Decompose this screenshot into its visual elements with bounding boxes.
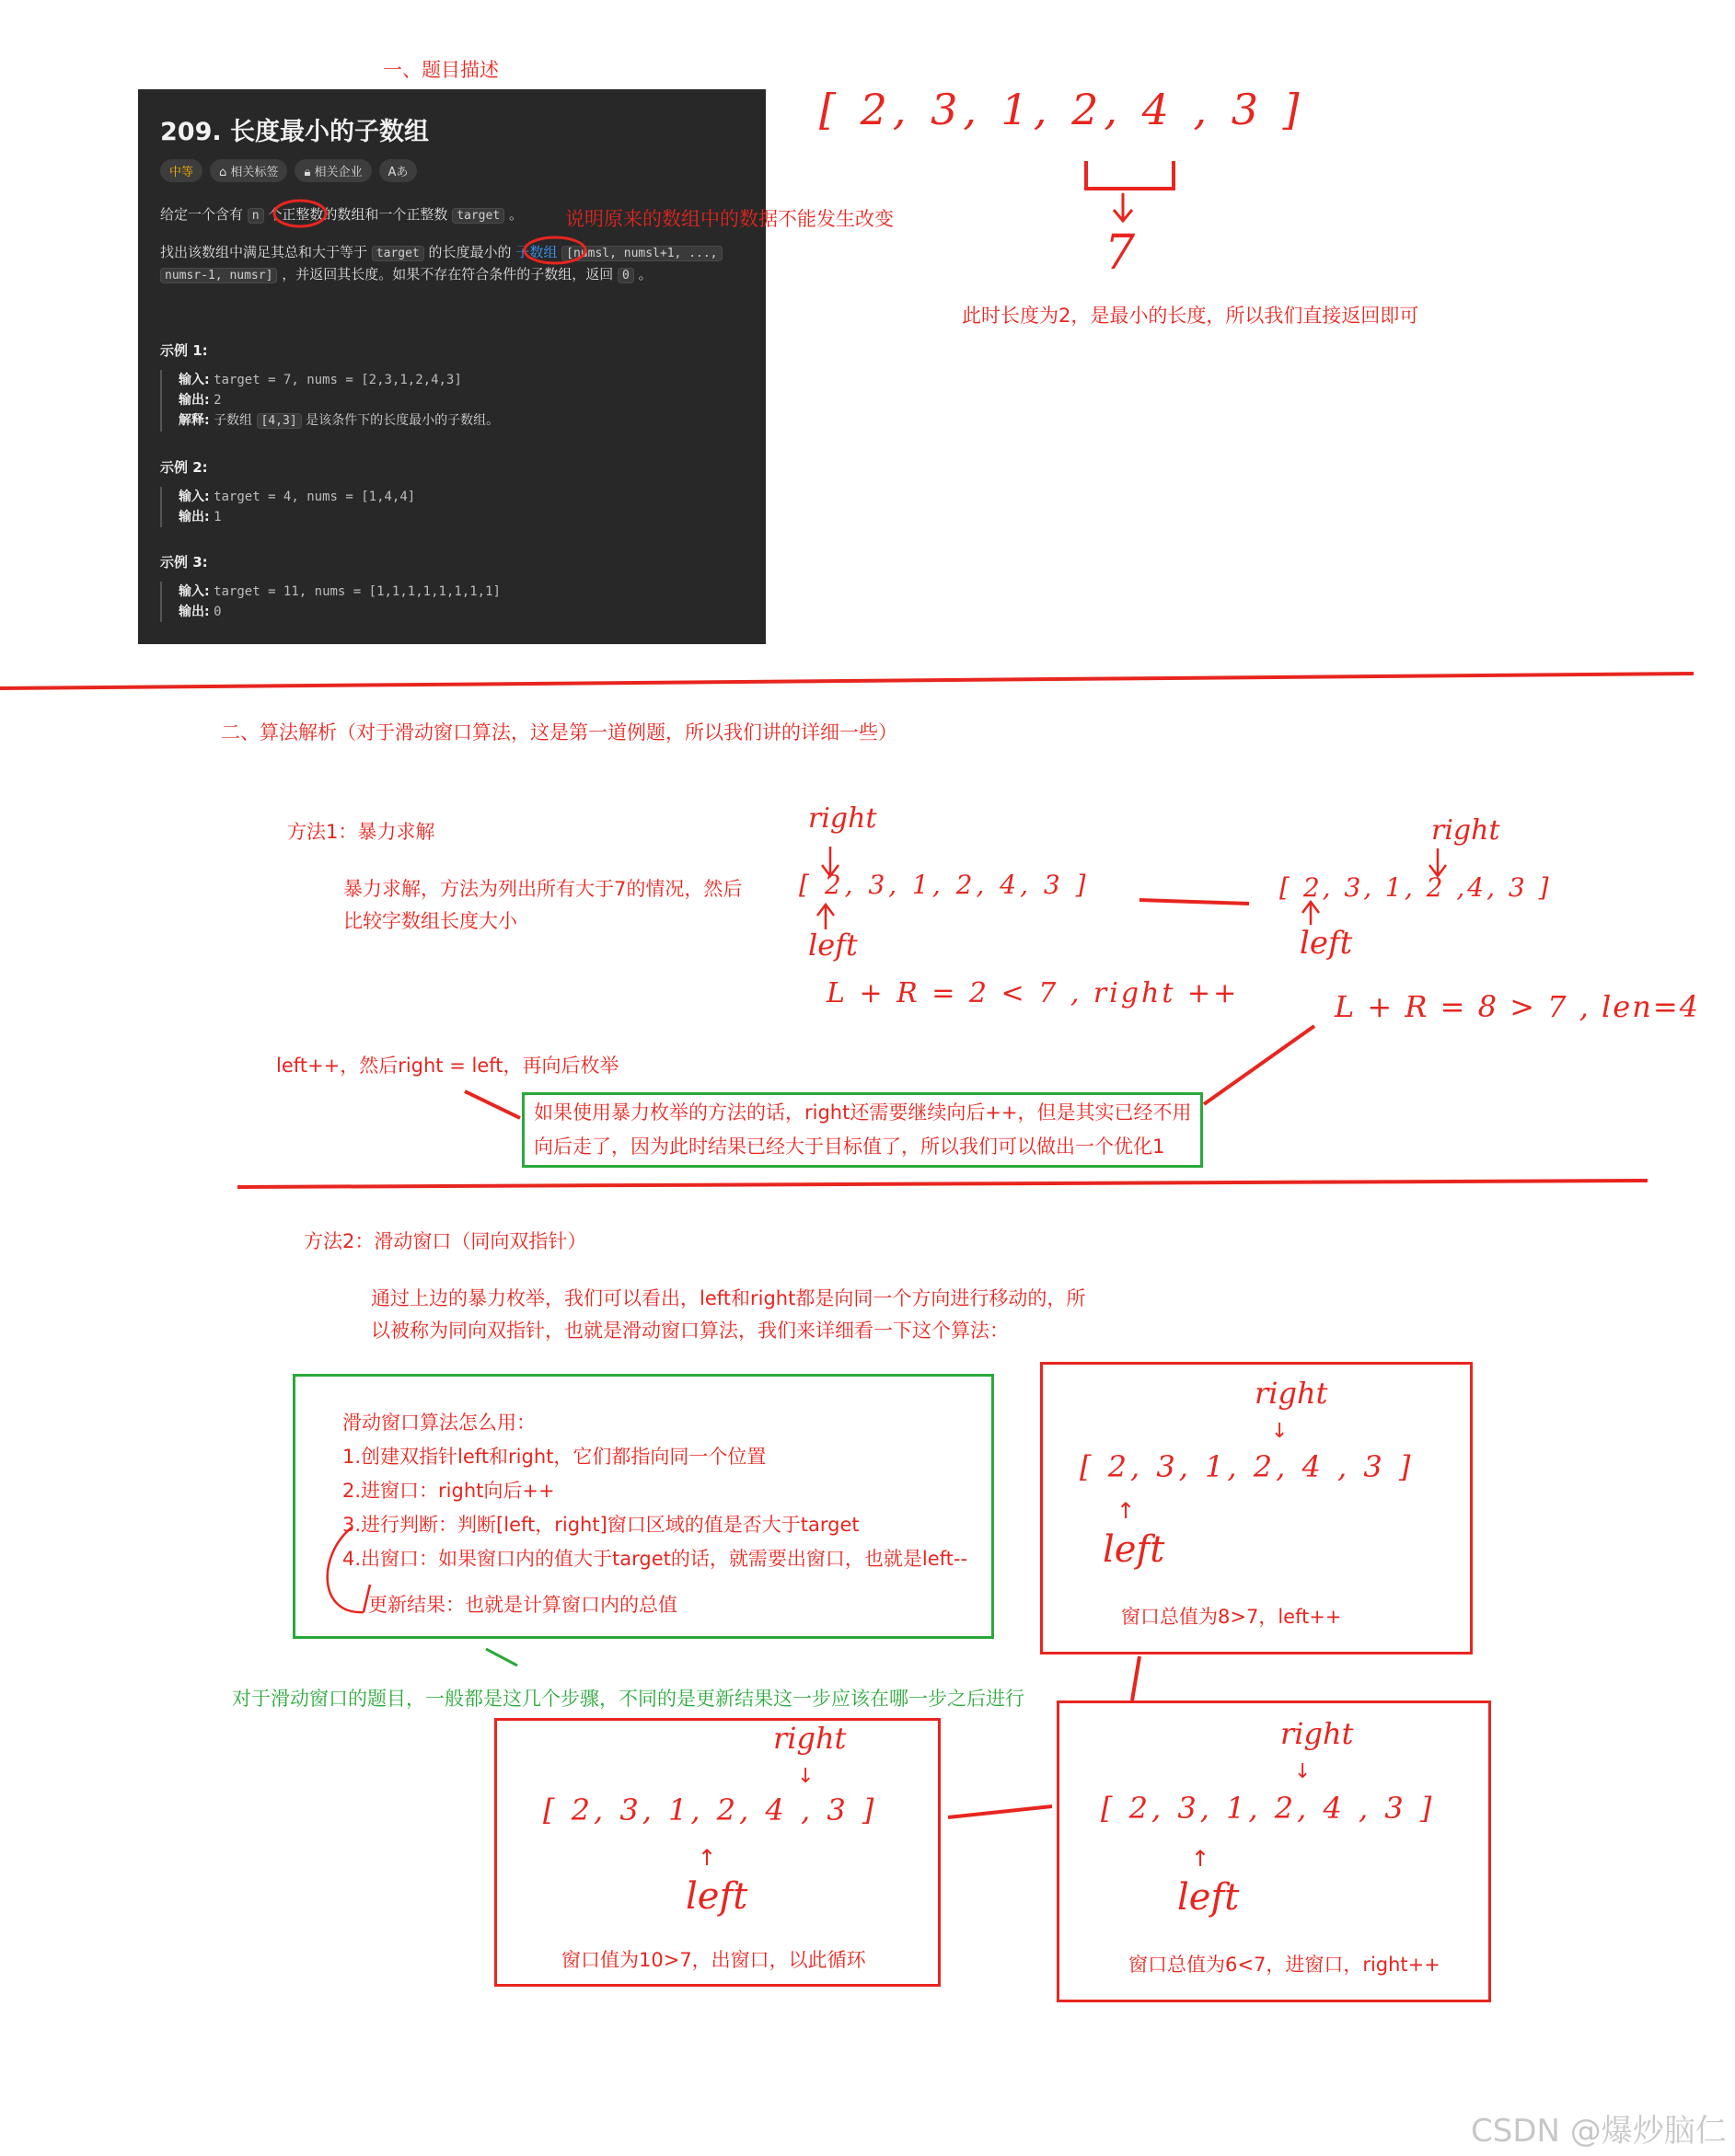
step-5: 更新结果：也就是计算窗口内的总值 <box>368 1594 677 1616</box>
box-a-left-arrow: ↑ <box>1116 1498 1136 1524</box>
translate-button[interactable]: Aあ <box>379 159 418 182</box>
ex1-explain-code: [4,3] <box>257 413 302 429</box>
section-divider-1 <box>0 674 1694 688</box>
opt-note-2: 向后走了，因为此时结果已经大于目标值了，所以我们可以做出一个优化1 <box>534 1136 1165 1158</box>
box-b-caption: 窗口值为10>7，出窗口，以此循环 <box>561 1949 866 1971</box>
desc2-mid: 的长度最小的 <box>428 244 512 260</box>
method1-desc-2: 比较字数组长度大小 <box>343 910 517 932</box>
subarray-link[interactable]: 子数组 <box>515 244 558 260</box>
top-array: [ 2, 3, 1, 2, 4 , 3 ] <box>819 85 1305 134</box>
problem-title: 209. 长度最小的子数组 <box>160 118 430 146</box>
watermark: CSDN @爆炒脑仁 <box>1471 2113 1727 2150</box>
m1-right-label-b: right <box>1431 814 1500 847</box>
step-1: 1.创建双指针left和right，它们都指向同一个位置 <box>342 1446 767 1468</box>
m1-equation-a: L + R = 2 < 7 , right ++ <box>827 977 1240 1009</box>
desc1-target: target <box>452 208 504 224</box>
box-a-left-label: left <box>1103 1528 1165 1571</box>
ex1-explain-label: 解释: <box>179 413 210 428</box>
ex3-output: 0 <box>214 605 222 619</box>
method2-title: 方法2：滑动窗口（同向双指针） <box>304 1230 587 1252</box>
difficulty-badge[interactable]: 中等 <box>160 159 202 182</box>
box-c-left-label: left <box>1177 1876 1240 1919</box>
sum-arrow <box>1114 193 1132 221</box>
box-connector-c-b <box>948 1806 1052 1817</box>
desc2-target: target <box>372 246 424 261</box>
desc1-n: n <box>248 208 264 224</box>
desc1-end: 。 <box>508 206 523 223</box>
opt-pointer <box>1204 1026 1314 1104</box>
section1-title: 一、题目描述 <box>383 59 499 81</box>
box-c-right-label: right <box>1280 1716 1354 1751</box>
m1-equation-b: L + R = 8 > 7 , len=4 <box>1335 989 1700 1024</box>
ex2-input: target = 4, nums = [1,4,4] <box>214 490 416 504</box>
desc2-zero: 0 <box>618 268 634 283</box>
window-box-a <box>1040 1362 1473 1654</box>
method1-title: 方法1：暴力求解 <box>287 821 435 843</box>
opt-note-1: 如果使用暴力枚举的方法的话，right还需要继续向后++，但是其实已经不用 <box>534 1101 1192 1124</box>
box-b-right-label: right <box>773 1721 847 1756</box>
desc2-code2: numsr-1, numsr] <box>160 268 277 283</box>
window-box-c <box>1057 1701 1491 2002</box>
desc1-mid: 个正整数的数组和一个正整数 <box>268 206 448 223</box>
ex2-input-label: 输入: <box>179 490 210 504</box>
step-2: 2.进窗口：right向后++ <box>342 1480 555 1502</box>
ex1-input: target = 7, nums = [2,3,1,2,4,3] <box>214 373 462 387</box>
ex1-output: 2 <box>214 393 222 408</box>
steps-title: 滑动窗口算法怎么用： <box>342 1412 536 1434</box>
related-tags-label: 相关标签 <box>230 166 279 179</box>
circle-positive-int <box>274 201 326 226</box>
example3-title: 示例 3: <box>160 554 208 571</box>
m1-left-arrow-b <box>1302 902 1319 925</box>
m1-left-label-a: left <box>808 928 858 963</box>
left-inc-pointer <box>465 1091 520 1118</box>
top-sum: 7 <box>1105 225 1136 281</box>
method1-desc-1: 暴力求解，方法为列出所有大于7的情况，然后 <box>343 878 743 900</box>
box-connector-a-c <box>1132 1656 1139 1701</box>
ex3-input-label: 输入: <box>179 584 210 599</box>
window-box-b <box>494 1718 941 1987</box>
ex1-input-label: 输入: <box>179 373 210 387</box>
box-c-array: [ 2, 3, 1, 2, 4 , 3 ] <box>1101 1791 1436 1826</box>
box-b-left-arrow: ↑ <box>698 1845 717 1871</box>
m1-array-b: [ 2, 3, 1, 2 ,4, 3 ] <box>1279 872 1552 903</box>
m1-array-a: [ 2, 3, 1, 2, 4, 3 ] <box>799 870 1090 900</box>
desc2-pre: 找出该数组中满足其总和大于等于 <box>160 244 368 260</box>
ex1-explain-pre: 子数组 <box>214 413 253 428</box>
left-inc-note: left++，然后right = left，再向后枚举 <box>276 1055 619 1077</box>
method2-desc-1: 通过上边的暴力枚举，我们可以看出，left和right都是向同一个方向进行移动的，所 <box>371 1287 1086 1309</box>
summary-pointer <box>486 1649 517 1666</box>
method2-desc-2: 以被称为同向双指针，也就是滑动窗口算法，我们来详细看一下这个算法： <box>371 1320 1009 1342</box>
box-c-left-arrow: ↑ <box>1191 1846 1210 1872</box>
box-a-array: [ 2, 3, 1, 2, 4 , 3 ] <box>1080 1449 1415 1484</box>
box-c-right-arrow: ↓ <box>1294 1760 1312 1783</box>
section2-title: 二、算法解析（对于滑动窗口算法，这是第一道例题，所以我们讲的详细一些） <box>221 721 897 744</box>
desc2-code1: [numsl, numsl+1, ..., <box>561 246 722 261</box>
ex2-output-label: 输出: <box>179 510 210 525</box>
desc2-period: 。 <box>638 266 653 282</box>
ex2-output: 1 <box>214 510 222 525</box>
steps-summary: 对于滑动窗口的题目，一般都是这几个步骤，不同的是更新结果这一步应该在哪一步之后进行 <box>232 1688 1024 1710</box>
ex3-output-label: 输出: <box>179 605 210 619</box>
top-note: 此时长度为2，是最小的长度，所以我们直接返回即可 <box>962 305 1419 327</box>
tag-icon: ⌂ <box>219 166 227 179</box>
m1-left-label-b: left <box>1300 925 1353 962</box>
m1-right-label-a: right <box>808 802 877 835</box>
box-b-array: [ 2, 3, 1, 2, 4 , 3 ] <box>543 1793 878 1827</box>
note-unchanged: 说明原来的数组中的数据不能发生改变 <box>565 208 894 230</box>
step-4: 4.出窗口：如果窗口内的值大于target的话，就需要出窗口，也就是left-- <box>342 1548 968 1570</box>
ex3-input: target = 11, nums = [1,1,1,1,1,1,1,1] <box>214 584 501 599</box>
section-divider-2 <box>237 1181 1648 1187</box>
related-companies-label: 相关企业 <box>314 166 363 179</box>
circle-subarray <box>525 237 585 263</box>
box-a-right-arrow: ↓ <box>1271 1420 1289 1443</box>
box-a-caption: 窗口总值为8>7，left++ <box>1121 1606 1342 1628</box>
example1-title: 示例 1: <box>160 342 208 359</box>
box-b-right-arrow: ↓ <box>797 1765 815 1788</box>
desc1-pre: 给定一个含有 <box>160 206 244 223</box>
ex1-explain-post: 是该条件下的长度最小的子数组。 <box>306 413 500 428</box>
lock-icon: 🔒︎ <box>304 166 311 179</box>
box-b-left-label: left <box>686 1875 748 1918</box>
step-3: 3.进行判断：判断[left，right]窗口区域的值是否大于target <box>342 1514 860 1536</box>
ex1-output-label: 输出: <box>179 393 210 408</box>
m1-transition-line <box>1139 900 1249 904</box>
desc2-end: ，并返回其长度。如果不存在符合条件的子数组，返回 <box>282 266 614 282</box>
sum-bracket <box>1086 161 1174 189</box>
m1-left-arrow-a <box>817 905 834 929</box>
box-a-right-label: right <box>1255 1376 1328 1411</box>
box-c-caption: 窗口总值为6<7，进窗口，right++ <box>1128 1954 1440 1976</box>
example2-title: 示例 2: <box>160 459 208 476</box>
